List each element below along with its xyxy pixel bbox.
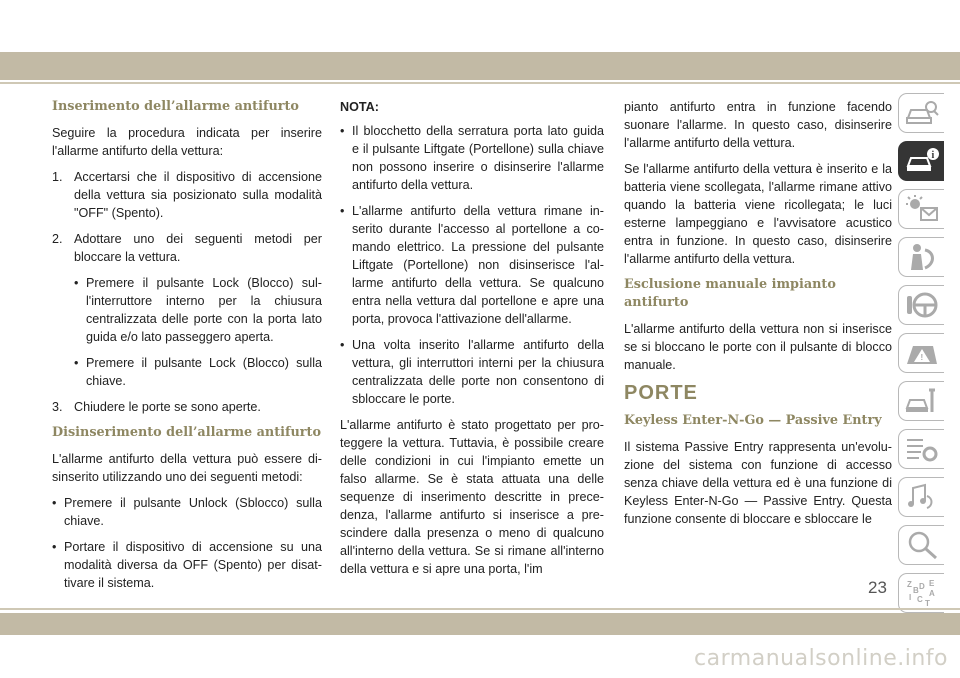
page-number: 23 — [868, 578, 887, 597]
bullet-icon: • — [340, 338, 345, 352]
tab-emergency[interactable] — [898, 333, 944, 373]
index-letter: A — [928, 589, 935, 598]
bullet-text: L'allarme antifurto della vettura rimane inserito durante l'accesso al portellone a comando elettrico. La pressione del pulsante Liftgate (Portellone) non disinserisce l'allarme antifurto della vettura. Se qualcuno entra nella vettura dal portellone e apre una porta, provoca l'attivazione dell'allarme. — [352, 204, 604, 326]
sub-bullet — [74, 354, 322, 390]
paragraph: L'allarme antifurto della vettura non si inserisce se si bloccano le porte con il pulsante di blocco manuale. — [624, 322, 892, 372]
bullet-text: Una volta inserito l'allarme antifurto della vettura, gli interruttori interni per la chiusura centralizzata delle porte non consentono di sbloccare le porte. — [352, 338, 604, 406]
bullet-text: Premere il pulsante Lock (Blocco) sull'interruttore interno per la chiusura centralizzata delle porte con la porta lato guida e/o lato passeggero aperta. — [86, 276, 322, 344]
top-band — [0, 52, 960, 80]
index-letter: E — [928, 579, 934, 588]
svg-text:i: i — [931, 150, 934, 161]
tab-car-search[interactable] — [898, 93, 944, 133]
step-number: 2. — [52, 232, 63, 246]
steering-wheel-icon — [905, 290, 939, 320]
bullet-item — [340, 202, 604, 328]
step-text: Chiudere le porte se sono aperte. — [74, 400, 261, 414]
column-3 — [624, 98, 892, 536]
bullet-text: Premere il pulsante Unlock (Sblocco) sulla chiave. — [64, 496, 322, 528]
bullet-item — [340, 122, 604, 194]
step-2 — [52, 230, 322, 266]
tab-multimedia[interactable] — [898, 477, 944, 517]
bullet-icon: • — [340, 204, 345, 218]
column-2 — [340, 98, 604, 586]
step-3 — [52, 398, 322, 416]
chapter-tabs — [898, 93, 946, 621]
index-letter: C — [916, 595, 923, 604]
step-number: 3. — [52, 400, 63, 414]
media-icon — [905, 482, 939, 512]
paragraph: Il sistema Passive Entry rappresenta un'evoluzione del sistema con funzione di accesso senza chiave della vettura ed è una funzione di Keyless Enter-N-Go — Passive Entry. Questa funzione consente di bloccare e sbloccare le — [624, 440, 892, 526]
paragraph: L'allarme antifurto è stato progettato per proteggere la vettura. Tuttavia, è possibile creare delle condizioni in cui l'impianto emette un falso allarme. Se è stata attuata una delle sequenze di inserimento descritte in precedenza, l'allarme antifurto si inserisce a prescindere dalla presenza o meno di qualcuno all'interno della vettura. Se si rimane all'interno della vettura e si apre una porta, l'im — [340, 418, 604, 576]
index-letters-icon — [905, 578, 939, 608]
bullet-icon: • — [74, 276, 79, 290]
paragraph: Se l'allarme antifurto della vettura è inserito e la batteria viene scollegata, l'allarme rimane attivo quando la batteria viene ricollegata; le luci esterne lampeggiano e l'avvisatore acustico entra in funzione. In questo caso, disinserire l'allarme antifurto della vettura. — [624, 162, 892, 266]
svg-text:!: ! — [920, 353, 923, 362]
heading-disinserimento: Disinserimento dell’allarme antifurto — [52, 425, 321, 440]
warning-light-icon — [905, 194, 939, 224]
bullet-text: Portare il dispositivo di accensione su una modalità diversa da OFF (Spento) per disattivare il sistema. — [64, 540, 322, 590]
tab-car-info[interactable] — [898, 141, 944, 181]
car-service-icon — [905, 386, 939, 416]
watermark: carmanualsonline.info — [694, 646, 948, 671]
paragraph: Seguire la procedura indicata per inserire l'allarme antifurto della vettura: — [52, 126, 322, 158]
index-letter: Z — [906, 580, 912, 589]
search-icon — [905, 530, 939, 560]
bullet-icon: • — [74, 356, 79, 370]
step-text: Adottare uno dei seguenti metodi per bloccare la vettura. — [74, 232, 322, 264]
step-1 — [52, 168, 322, 222]
paragraph: pianto antifurto entra in funzione facendo suonare l'allarme. In questo caso, disinserire l'allarme antifurto della vettura. — [624, 100, 892, 150]
index-letter: I — [908, 593, 911, 602]
tab-search[interactable] — [898, 525, 944, 565]
step-text: Accertarsi che il dispositivo di accensione della vettura sia posizionato sulla modalità "OFF" (Spento). — [74, 170, 322, 220]
tab-index[interactable] — [898, 573, 944, 613]
bullet-item — [52, 538, 322, 592]
index-letter: T — [924, 599, 930, 608]
tab-safety[interactable] — [898, 237, 944, 277]
bullet-icon: • — [52, 496, 57, 510]
bullet-icon: • — [340, 124, 345, 138]
index-letter: D — [918, 582, 925, 591]
top-rule — [0, 82, 960, 84]
heading-esclusione: Esclusione manuale impianto antifurto — [624, 277, 836, 310]
heading-inserimento: Inserimento dell’allarme antifurto — [52, 99, 299, 114]
car-search-icon — [905, 98, 939, 128]
column-1 — [52, 98, 322, 600]
tab-specifications[interactable] — [898, 429, 944, 469]
bullet-text: Il blocchetto della serratura porta lato guida e il pulsante Liftgate (Portellone) sulla chiave non possono inserire o disinserire l'allarme antifurto della vettura. — [352, 124, 604, 192]
bullet-text: Premere il pulsante Lock (Blocco) sulla chiave. — [86, 356, 322, 388]
car-warning-icon — [905, 338, 939, 368]
airbag-person-icon — [905, 242, 939, 272]
tab-driving[interactable] — [898, 285, 944, 325]
list-settings-icon — [905, 434, 939, 464]
sub-bullet — [74, 274, 322, 346]
bullet-icon: • — [52, 540, 57, 554]
car-info-icon — [905, 146, 939, 176]
step-number: 1. — [52, 170, 63, 184]
index-letter: B — [912, 586, 919, 595]
tab-service[interactable] — [898, 381, 944, 421]
bullet-item — [340, 336, 604, 408]
tab-warning-lights[interactable] — [898, 189, 944, 229]
bottom-band — [0, 613, 960, 635]
heading-keyless: Keyless Enter-N-Go — Passive Entry — [624, 413, 882, 428]
note-label: NOTA: — [340, 100, 379, 114]
bullet-item — [52, 494, 322, 530]
heading-porte: PORTE — [624, 382, 698, 404]
bottom-rule — [0, 608, 960, 610]
paragraph: L'allarme antifurto della vettura può essere disinserito utilizzando uno dei seguenti metodi: — [52, 452, 322, 484]
